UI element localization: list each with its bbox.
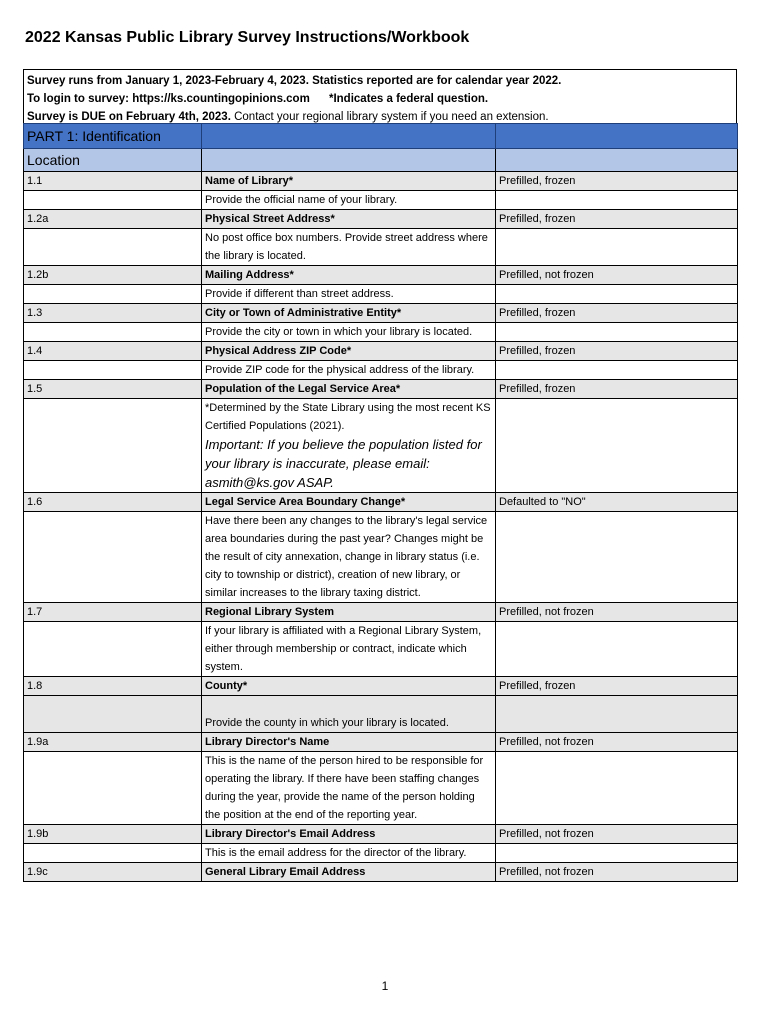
- intro-extension: Contact your regional library system if you need an extension.: [234, 111, 549, 123]
- survey-table: [23, 123, 738, 882]
- table-row: [24, 733, 738, 752]
- question-id: 1.9b: [24, 825, 202, 844]
- field-name: Physical Address ZIP Code*: [202, 342, 496, 361]
- field-name: Mailing Address*: [202, 266, 496, 285]
- question-id: 1.9c: [24, 863, 202, 882]
- field-description: This is the name of the person hired to be responsible for operating the library. If there have been staffing changes during the year, provide the name of the person holding the position at the end of the reporting year.: [202, 752, 496, 825]
- question-id: 1.8: [24, 677, 202, 696]
- field-name: Population of the Legal Service Area*: [202, 380, 496, 399]
- field-description: Provide the city or town in which your library is located.: [202, 323, 496, 342]
- field-description: Provide ZIP code for the physical address of the library.: [202, 361, 496, 380]
- field-name: County*: [202, 677, 496, 696]
- part-header: PART 1: Identification: [24, 124, 202, 149]
- question-id: 1.2b: [24, 266, 202, 285]
- question-id: 1.4: [24, 342, 202, 361]
- field-status: Prefilled, frozen: [496, 342, 738, 361]
- population-note: Important: If you believe the population listed for your library is inaccurate, please email: asmith@ks.gov ASAP.: [205, 437, 482, 490]
- table-row: [24, 677, 738, 696]
- field-description: Provide the county in which your library is located.: [202, 696, 496, 733]
- survey-intro: [23, 69, 737, 123]
- field-name: Legal Service Area Boundary Change*: [202, 493, 496, 512]
- field-name: Regional Library System: [202, 603, 496, 622]
- field-description: Have there been any changes to the library's legal service area boundaries during the past year? Changes might be the result of city annexation, change in library status (i.e. city to township or district), creation of new library, or similar increases to the library taxing district.: [202, 512, 496, 603]
- field-status: Prefilled, frozen: [496, 172, 738, 191]
- table-row: [24, 603, 738, 622]
- table-row: [24, 825, 738, 844]
- question-id: 1.6: [24, 493, 202, 512]
- page-title: 2022 Kansas Public Library Survey Instructions/Workbook: [25, 29, 470, 46]
- table-row: [24, 304, 738, 323]
- table-row: [24, 172, 738, 191]
- table-row: [24, 493, 738, 512]
- field-description: Provide if different than street address.: [202, 285, 496, 304]
- table-row: [24, 844, 738, 863]
- question-id: 1.5: [24, 380, 202, 399]
- table-row: [24, 696, 738, 733]
- field-description: This is the email address for the director of the library.: [202, 844, 496, 863]
- table-row: [24, 752, 738, 825]
- table-row: [24, 361, 738, 380]
- field-name: City or Town of Administrative Entity*: [202, 304, 496, 323]
- table-row: [24, 399, 738, 493]
- field-status: Prefilled, not frozen: [496, 863, 738, 882]
- field-status: Prefilled, not frozen: [496, 733, 738, 752]
- field-name: Name of Library*: [202, 172, 496, 191]
- table-row: [24, 512, 738, 603]
- table-row: [24, 323, 738, 342]
- question-id: 1.1: [24, 172, 202, 191]
- section-header: Location: [24, 149, 202, 172]
- page-number: 1: [381, 979, 389, 993]
- field-status: Prefilled, frozen: [496, 380, 738, 399]
- field-status: Prefilled, not frozen: [496, 266, 738, 285]
- field-status: Prefilled, frozen: [496, 304, 738, 323]
- table-row: [24, 285, 738, 304]
- field-name: General Library Email Address: [202, 863, 496, 882]
- table-row: [24, 191, 738, 210]
- intro-login: To login to survey: https://ks.countingopinions.com: [27, 93, 310, 105]
- field-status: Prefilled, frozen: [496, 677, 738, 696]
- field-status: Prefilled, not frozen: [496, 825, 738, 844]
- field-description: No post office box numbers. Provide street address where the library is located.: [202, 229, 496, 266]
- question-id: 1.2a: [24, 210, 202, 229]
- field-name: Physical Street Address*: [202, 210, 496, 229]
- field-name: Library Director's Name: [202, 733, 496, 752]
- field-status: Prefilled, not frozen: [496, 603, 738, 622]
- field-description: If your library is affiliated with a Regional Library System, either through membership or contract, indicate which system.: [202, 622, 496, 677]
- intro-due: Survey is DUE on February 4th, 2023.: [27, 111, 231, 123]
- table-row: [24, 210, 738, 229]
- question-id: 1.7: [24, 603, 202, 622]
- field-status: Defaulted to "NO": [496, 493, 738, 512]
- table-row: [24, 342, 738, 361]
- intro-federal-note: *Indicates a federal question.: [328, 93, 489, 105]
- question-id: 1.3: [24, 304, 202, 323]
- table-row: [24, 622, 738, 677]
- table-row: [24, 229, 738, 266]
- table-row: [24, 266, 738, 285]
- field-name: Library Director's Email Address: [202, 825, 496, 844]
- field-description: *Determined by the State Library using the most recent KS Certified Populations (2021).: [205, 402, 491, 432]
- part-header-row: [24, 124, 738, 149]
- section-header-row: [24, 149, 738, 172]
- field-description: Provide the official name of your library.: [202, 191, 496, 210]
- table-row: [24, 863, 738, 882]
- table-row: [24, 380, 738, 399]
- intro-dates: Survey runs from January 1, 2023-February 4, 2023. Statistics reported are for calendar year 2022.: [27, 75, 562, 87]
- question-id: 1.9a: [24, 733, 202, 752]
- field-status: Prefilled, frozen: [496, 210, 738, 229]
